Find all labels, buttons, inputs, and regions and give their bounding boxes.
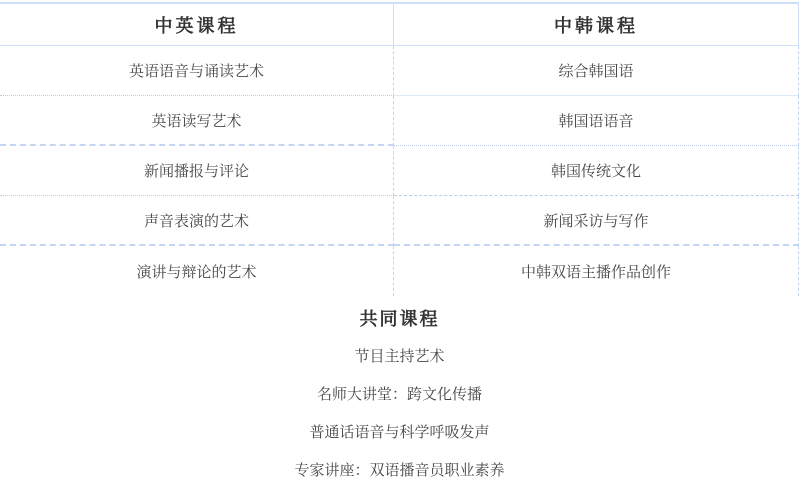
common-header-label: 共同课程	[359, 309, 440, 329]
common-course-row	[0, 450, 799, 487]
course-label: 名师大讲堂：跨文化传播	[316, 385, 482, 403]
common-courses-section	[0, 296, 799, 487]
column-header-label: 中韩课程	[554, 15, 638, 36]
course-label: 节目主持艺术	[354, 347, 445, 365]
course-cell	[394, 46, 799, 96]
course-label: 韩国语语音	[558, 113, 634, 130]
course-label: 英语语音与诵读艺术	[128, 63, 264, 80]
course-label: 声音表演的艺术	[143, 212, 249, 230]
course-label: 中韩双语主播作品创作	[520, 263, 671, 281]
course-label: 新闻采访与写作	[543, 212, 649, 230]
course-cell	[0, 196, 394, 246]
course-label: 英语读写艺术	[151, 112, 242, 130]
column-cn-en	[0, 4, 394, 296]
column-header-cn-en	[0, 4, 394, 46]
course-cell	[0, 246, 394, 296]
course-label: 新闻播报与评论	[143, 163, 249, 180]
course-label: 演讲与辩论的艺术	[136, 263, 257, 281]
course-cell	[0, 46, 394, 96]
column-header-label: 中英课程	[154, 15, 239, 36]
course-cell	[394, 246, 799, 296]
common-courses-header	[0, 304, 799, 332]
common-courses-list	[0, 336, 799, 487]
course-label: 专家讲座：双语播音员职业素养	[294, 461, 505, 479]
course-label: 韩国传统文化	[550, 163, 641, 180]
course-cell	[394, 96, 799, 146]
common-course-row	[0, 336, 799, 374]
common-course-row	[0, 412, 799, 450]
course-label: 综合韩国语	[558, 63, 634, 80]
column-header-cn-kr	[394, 4, 799, 46]
course-table	[0, 2, 799, 487]
column-cn-kr	[394, 4, 799, 296]
course-cell	[0, 96, 394, 146]
common-course-row	[0, 374, 799, 412]
course-cell	[394, 196, 799, 246]
course-columns	[0, 4, 799, 296]
course-cell	[0, 146, 394, 196]
course-cell	[394, 146, 799, 196]
course-label: 普通话语音与科学呼吸发声	[309, 423, 490, 441]
